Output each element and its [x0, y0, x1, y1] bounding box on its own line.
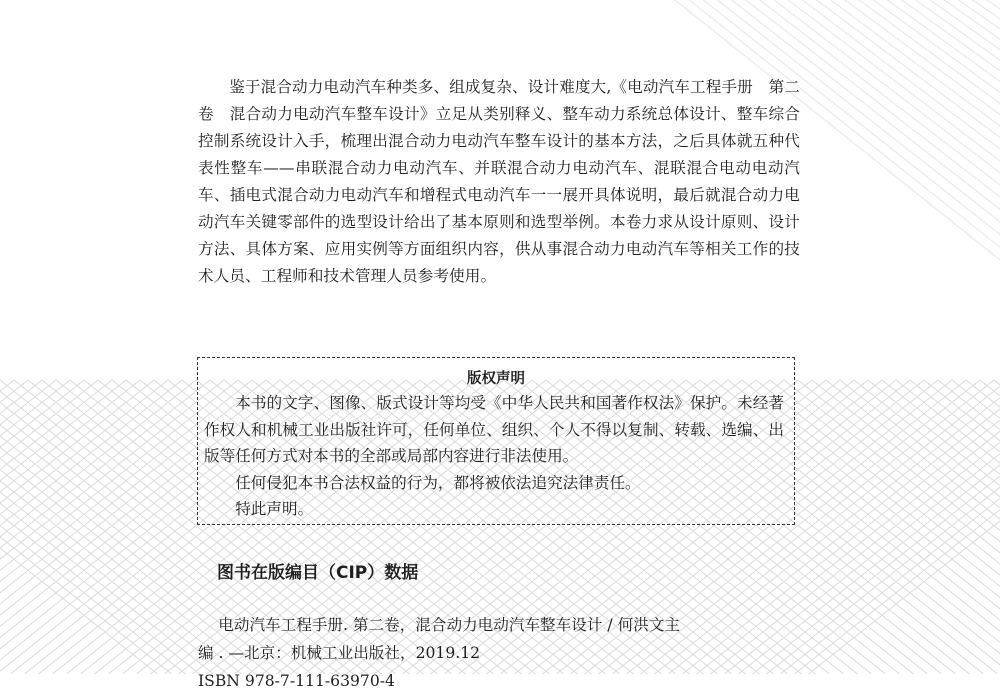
cip-record: [198, 611, 758, 695]
copyright-paragraph: 任何侵犯本书合法权益的行为，都将被依法追究法律责任。: [235, 473, 641, 492]
copyright-notice-box: [197, 357, 795, 525]
copyright-title: 版权声明: [467, 371, 525, 387]
cip-line: ISBN 978-7-111-63970-4: [198, 672, 395, 690]
cip-line: 电动汽车工程手册. 第二卷，混合动力电动汽车整车设计 / 何洪文主: [218, 616, 680, 634]
copyright-paragraph: 特此声明。: [235, 500, 314, 518]
copyright-paragraph: 本书的文字、图像、版式设计等均受《中华人民共和国著作权法》保护。未经著作权人和机械工业出版社许可，任何单位、组织、个人不得以复制、转载、选编、出版等任何方式对本书的全部或局部内容进行非法使用。: [204, 394, 784, 465]
cip-heading: 图书在版编目（CIP）数据: [217, 563, 419, 583]
copyright-body: [204, 390, 784, 523]
cip-line: 编 . —北京：机械工业出版社，2019.12: [198, 644, 481, 662]
intro-paragraph: 鉴于混合动力电动汽车种类多、组成复杂、设计难度大,《电动汽车工程手册 第二卷 混合动力电动汽车整车设计》立足从类别释义、整车动力系统总体设计、整车综合控制系统设计入手，梳理出混合动力电动汽车整车设计的基本方法，之后具体就五种代表性整车——串联混合动力电动汽车、并联混合动力电动汽车、混联混合电动电动汽车、插电式混合动力电动汽车和增程式电动汽车一一展开具体说明，最后就混合动力电动汽车关键零部件的选型设计给出了基本原则和选型举例。本卷力求从设计原则、设计方法、具体方案、应用实例等方面组织内容，供从事混合动力电动汽车等相关工作的技术人员、工程师和技术管理人员参考使用。: [198, 78, 800, 285]
